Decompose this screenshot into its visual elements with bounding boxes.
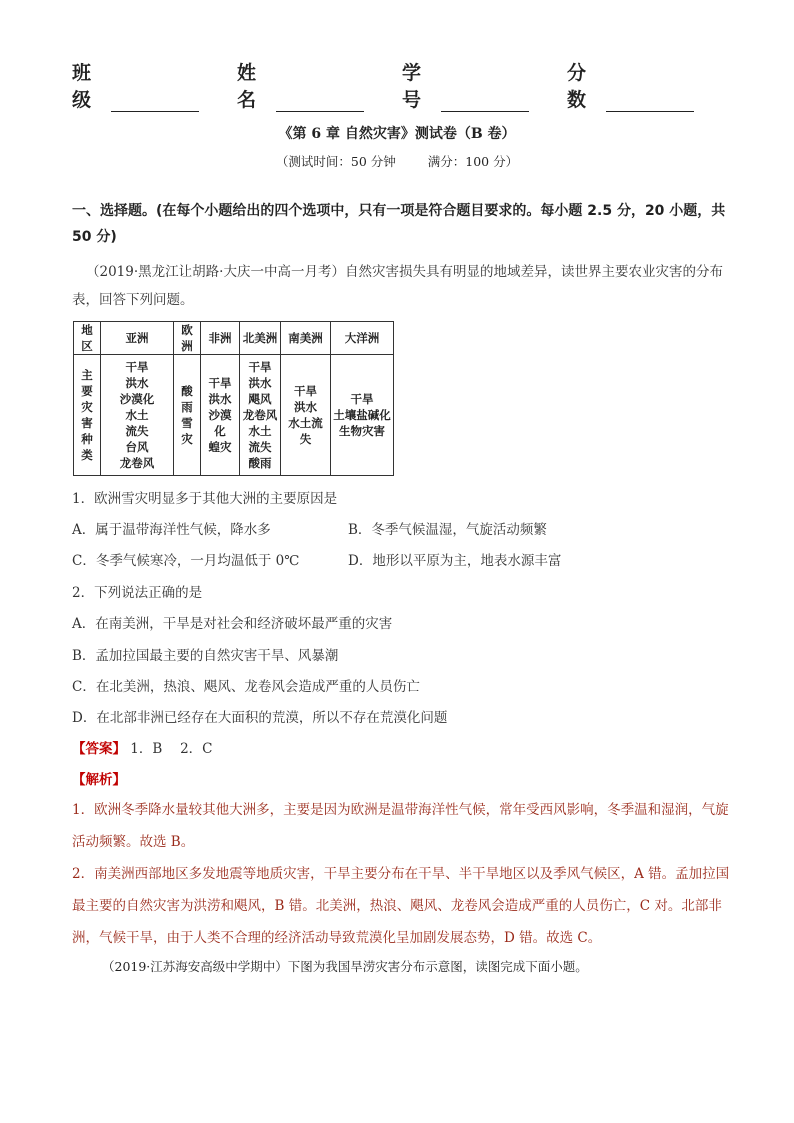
student-id-field [402,62,529,112]
q1-option-d[interactable]: D．地形以平原为主，地表水源丰富 [348,553,562,569]
cell-line: 龙卷风 [119,456,155,470]
cell-line: 酸雨 [248,456,272,470]
table-header-row [74,322,394,355]
table-row-label [74,355,101,476]
question-1-stem: 1．欧洲雪灾明显多于其他大洲的主要原因是 [72,491,338,507]
cell-line: 洪水 [125,376,149,390]
table-cell-asia [101,355,174,476]
cell-line: 干旱 [208,376,232,390]
cell-line: 酸雨 [181,384,193,414]
question-group-intro: （2019·黑龙江让胡路·大庆一中高一月考）自然灾害损失具有明显的地域差异，读世界主要农业灾害的分布表，回答下列问题。 [72,264,723,308]
cell-line: 干旱 [350,392,374,406]
cell-line: 雪灾 [181,416,193,446]
table-cell-north-america [240,355,281,476]
cell-line: 流失 [248,440,272,454]
cell-line: 飓风 [248,392,272,406]
q2-option-d[interactable]: D．在北部非洲已经存在大面积的荒漠，所以不存在荒漠化问题 [72,710,448,726]
table-header: 南美洲 [281,322,331,355]
student-info-row [72,62,732,112]
cell-line: 洪水 [208,392,232,406]
class-label: 班级 [72,62,92,111]
row-label-line: 主要 [81,368,93,398]
test-info [0,152,794,170]
name-blank[interactable] [276,89,364,112]
cell-line: 土壤盐碱化 [333,408,391,422]
table-cell-europe [174,355,201,476]
cell-line: 洪水 [294,400,317,414]
q2-option-a[interactable]: A．在南美洲，干旱是对社会和经济破坏最严重的灾害 [72,616,393,632]
table-header: 北美洲 [240,322,281,355]
cell-line: 水土 [125,408,149,422]
row-label-line: 种类 [81,432,93,462]
table-header: 非洲 [201,322,240,355]
cell-line: 沙漠化 [119,392,155,406]
table-cell-south-america [281,355,331,476]
disaster-table [73,321,394,476]
row-label-line: 灾害 [81,400,93,430]
table-header: 地区 [74,322,101,355]
name-field [237,62,364,112]
full-score: 满分：100 分） [427,154,519,169]
q1-option-c[interactable]: C．冬季气候寒冷，一月均温低于 0℃ [72,553,300,569]
cell-line: 龙卷风 [242,408,278,422]
table-row [74,355,394,476]
explanation-2: 2．南美洲西部地区多发地震等地质灾害，干旱主要分布在干旱、半干旱地区以及季风气候区，A 错。孟加拉国最主要的自然灾害为洪涝和飓风，B 错。北美洲，热浪、飓风、龙卷风会造成严重的人员伤亡，C 对。北部非洲，气候干旱，由于人类不合理的经济活动导致荒漠化呈加剧发展态势，D 错。故选 C。 [72,866,730,946]
answer-line [72,737,752,757]
answer-text: 1．B 2．C [130,741,213,757]
q1-option-a[interactable]: A．属于温带海洋性气候，降水多 [72,522,271,538]
cell-line: 沙漠化 [208,408,232,438]
table-header: 大洋洲 [331,322,394,355]
answer-tag: 【答案】 [72,741,126,757]
student-id-blank[interactable] [441,89,529,112]
q2-option-c[interactable]: C．在北美洲，热浪、飓风、龙卷风会造成严重的人员伤亡 [72,679,420,695]
next-group-intro: （2019·江苏海安高级中学期中）下图为我国旱涝灾害分布示意图，读图完成下面小题。 [102,959,588,974]
q1-option-b[interactable]: B．冬季气候温湿，气旋活动频繁 [348,522,547,538]
question-1-options-cd [72,549,752,569]
table-header: 亚洲 [101,322,174,355]
score-blank[interactable] [606,89,694,112]
cell-line: 台风 [125,440,149,454]
question-1-options-ab [72,518,752,538]
section-heading: 一、选择题。(在每个小题给出的四个选项中，只有一项是符合题目要求的。每小题 2.5 分，20 小题，共 50 分) [72,203,726,245]
student-id-label: 学号 [402,62,422,111]
cell-line: 干旱 [125,360,149,374]
cell-line: 干旱 [294,384,317,398]
name-label: 姓名 [237,62,257,111]
cell-line: 生物灾害 [339,424,385,438]
cell-line: 水土 [248,424,272,438]
explanation-1: 1．欧洲冬季降水量较其他大洲多，主要是因为欧洲是温带海洋性气候，常年受西风影响，冬季温和湿润，气旋活动频繁。故选 B。 [72,802,729,850]
table-cell-africa [201,355,240,476]
page-title: 《第 6 章 自然灾害》测试卷（B 卷） [278,126,516,142]
question-2-stem: 2．下列说法正确的是 [72,585,203,601]
cell-line: 洪水 [248,376,272,390]
analysis-tag: 【解析】 [72,772,126,788]
table-cell-oceania [331,355,394,476]
q2-option-b[interactable]: B．孟加拉国最主要的自然灾害干旱、风暴潮 [72,648,339,664]
class-blank[interactable] [111,89,199,112]
cell-line: 水土流失 [288,416,323,446]
table-header: 欧洲 [174,322,201,355]
cell-line: 蝗灾 [208,440,232,454]
score-field [567,62,694,112]
score-label: 分数 [567,62,587,111]
analysis-line [72,768,752,788]
class-field [72,62,199,112]
test-time: （测试时间：50 分钟 [275,154,396,169]
cell-line: 流失 [125,424,149,438]
cell-line: 干旱 [248,360,272,374]
